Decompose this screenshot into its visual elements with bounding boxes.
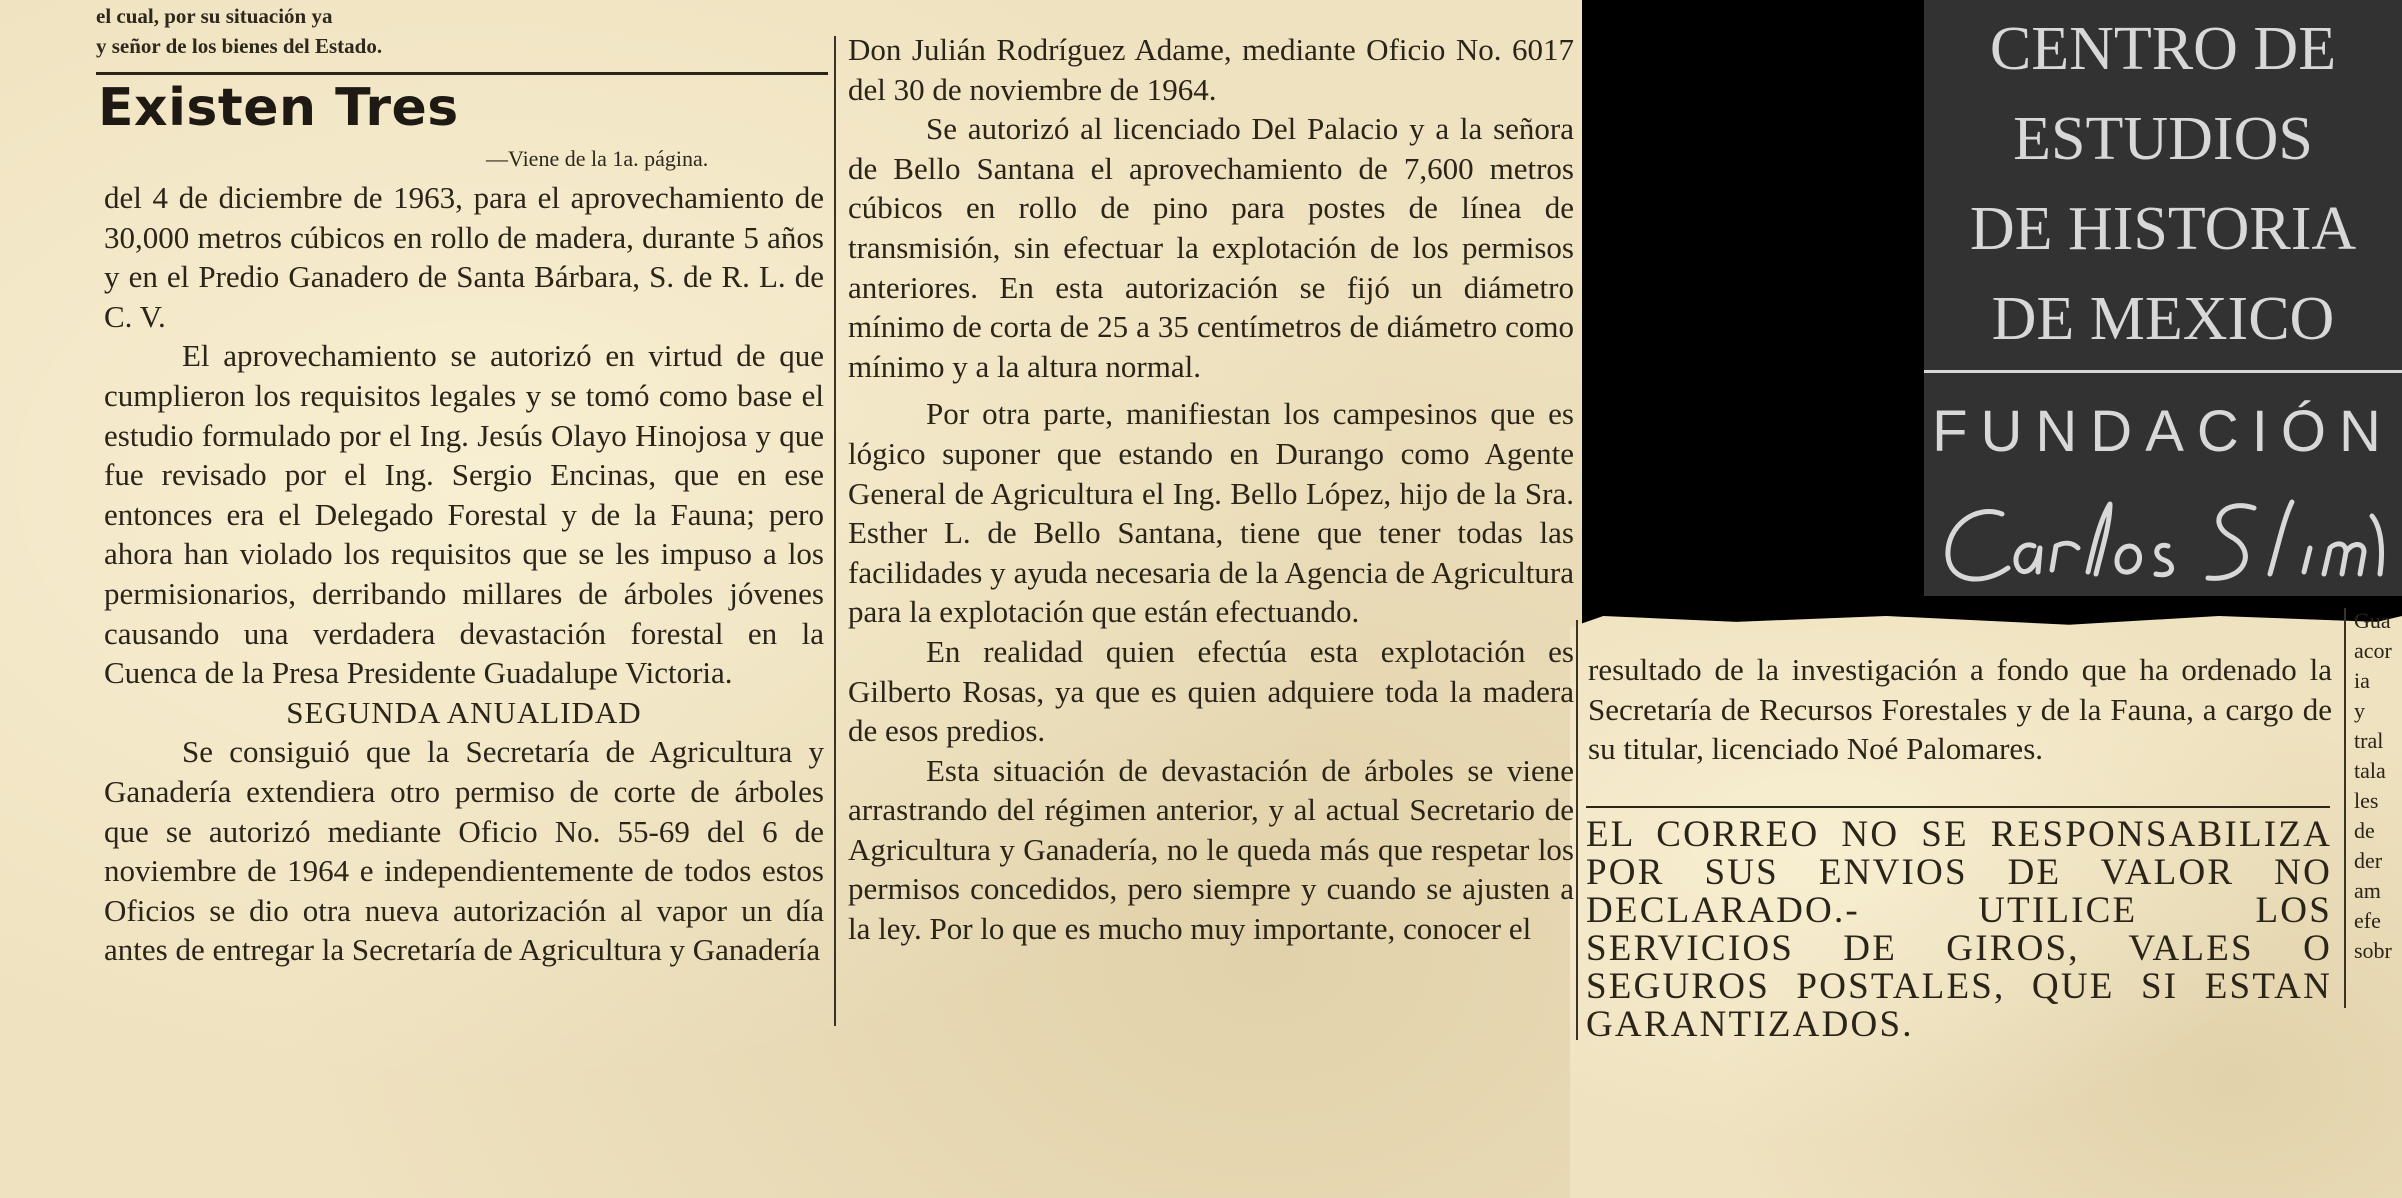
stamp-fundacion: FUNDACIÓN (1932, 399, 2394, 464)
fragment: efe (2354, 908, 2381, 933)
archive-watermark (1924, 0, 2402, 596)
paragraph: Por otra parte, manifiestan los campesinos que es lógico suponer que estando en Durango como Agente General de Agricultura el Ing. Bello López, hijo de la Sra. Esther L. de Bello Santana, tiene que tener todas las facilidades y ayuda necesaria de la Agencia de Agricultura para la explotación que están efectuando. (848, 396, 1574, 630)
paragraph: En realidad quien efectúa esta explotación es Gilberto Rosas, ya que es quien adquiere toda la madera de esos predios. (848, 633, 1574, 749)
paragraph: Se autorizó al licenciado Del Palacio y a la señora de Bello Santana el aprovechamiento de 7,600 metros cúbicos en rollo de pino para postes de línea de transmisión, sin efectuar la explotación de los permisos anteriores. En esta autorización se fijó un diámetro mínimo de corta de 25 a 35 centímetros de diámetro como mínimo y a la altura normal. (848, 111, 1574, 384)
stamp-line-4: DE MEXICO (1991, 285, 2335, 353)
edge-fragments (2354, 606, 2402, 966)
column-divider (1576, 620, 1578, 1040)
column-rule (96, 72, 828, 75)
stamp-line-2: ESTUDIOS (2013, 105, 2313, 173)
article-column-3 (1588, 650, 2332, 769)
subheading: SEGUNDA ANUALIDAD (286, 694, 642, 730)
fragment: ia (2354, 668, 2370, 693)
fragment: der (2354, 848, 2383, 873)
fragment: acor (2354, 638, 2392, 663)
paragraph: El aprovechamiento se autorizó en virtud de que cumplieron los requisitos legales y se tomó como base el estudio formulado por el Ing. Jesús Olayo Hinojosa y que fue revisado por el Ing. Sergio Encinas, que en ese entonces era el Delegado Forestal y de la Fauna; pero ahora han violado los requisitos que se les impuso a los permisionarios, derribando millares de árboles jóvenes causando una verdadera devastación forestal en la Cuenca de la Presa Presidente Guadalupe Victoria. (104, 338, 824, 691)
fragment: de (2354, 818, 2375, 843)
paragraph: Esta situación de devastación de árboles se viene arrastrando del régimen anterior, y al actual Secretario de Agricultura y Ganadería, no le queda más que respetar los permisos concedidos, pero siempre y cuando se ajusten a la ley. Por lo que es mucho muy importante, conocer el (848, 752, 1574, 947)
top-fragment-2: y señor de los bienes del Estado. (96, 34, 383, 58)
article-column-1 (104, 178, 824, 970)
stamp-line-1: CENTRO DE (1989, 15, 2337, 83)
fragment: Gua (2354, 608, 2391, 633)
paragraph: del 4 de diciembre de 1963, para el aprovechamiento de 30,000 metros cúbicos en rollo de madera, durante 5 años y en el Predio Ganadero de Santa Bárbara, S. de R. L. de C. V. (104, 180, 824, 334)
stamp-divider (1924, 370, 2402, 373)
column-divider (2344, 608, 2346, 1008)
signature-logo (1924, 486, 2402, 596)
fragment: tala (2354, 758, 2386, 783)
paragraph: Don Julián Rodríguez Adame, mediante Oficio No. 6017 del 30 de noviembre de 1964. (848, 32, 1574, 107)
paragraph: resultado de la investigación a fondo que ha ordenado la Secretaría de Recursos Forestales y de la Fauna, a cargo de su titular, licenciado Noé Palomares. (1588, 652, 2332, 767)
notice-rule (1586, 806, 2330, 808)
fragment: am (2354, 878, 2381, 903)
fragment: les (2354, 788, 2379, 813)
column-divider (834, 36, 836, 1026)
background-gap (1582, 0, 1912, 614)
fragment: y (2354, 698, 2365, 723)
continued-note: —Viene de la 1a. página. (486, 146, 709, 171)
postal-notice: EL CORREO NO SE RESPONSABILIZA POR SUS ENVIOS DE VALOR NO DECLARADO.- UTILICE LOS SERVICIOS DE GIROS, VALES O SEGUROS POSTALES, QUE SI ESTAN GARANTIZADOS. (1586, 814, 2332, 1045)
fragment: tral (2354, 728, 2384, 753)
stamp-line-3: DE HISTORIA (1969, 195, 2357, 263)
top-fragment-1: el cual, por su situación ya (96, 4, 333, 28)
paragraph: Se consiguió que la Secretaría de Agricultura y Ganadería extendiera otro permiso de corte de árboles que se autorizó mediante Oficio No. 55-69 del 6 de noviembre de 1964 e independientemente de todos estos Oficios se dio otra nueva autorización al vapor un día antes de entregar la Secretaría de Agricultura y Ganadería (104, 734, 824, 968)
article-column-2 (848, 30, 1574, 949)
headline: Existen Tres (98, 78, 459, 138)
fragment: sobr (2354, 938, 2392, 963)
